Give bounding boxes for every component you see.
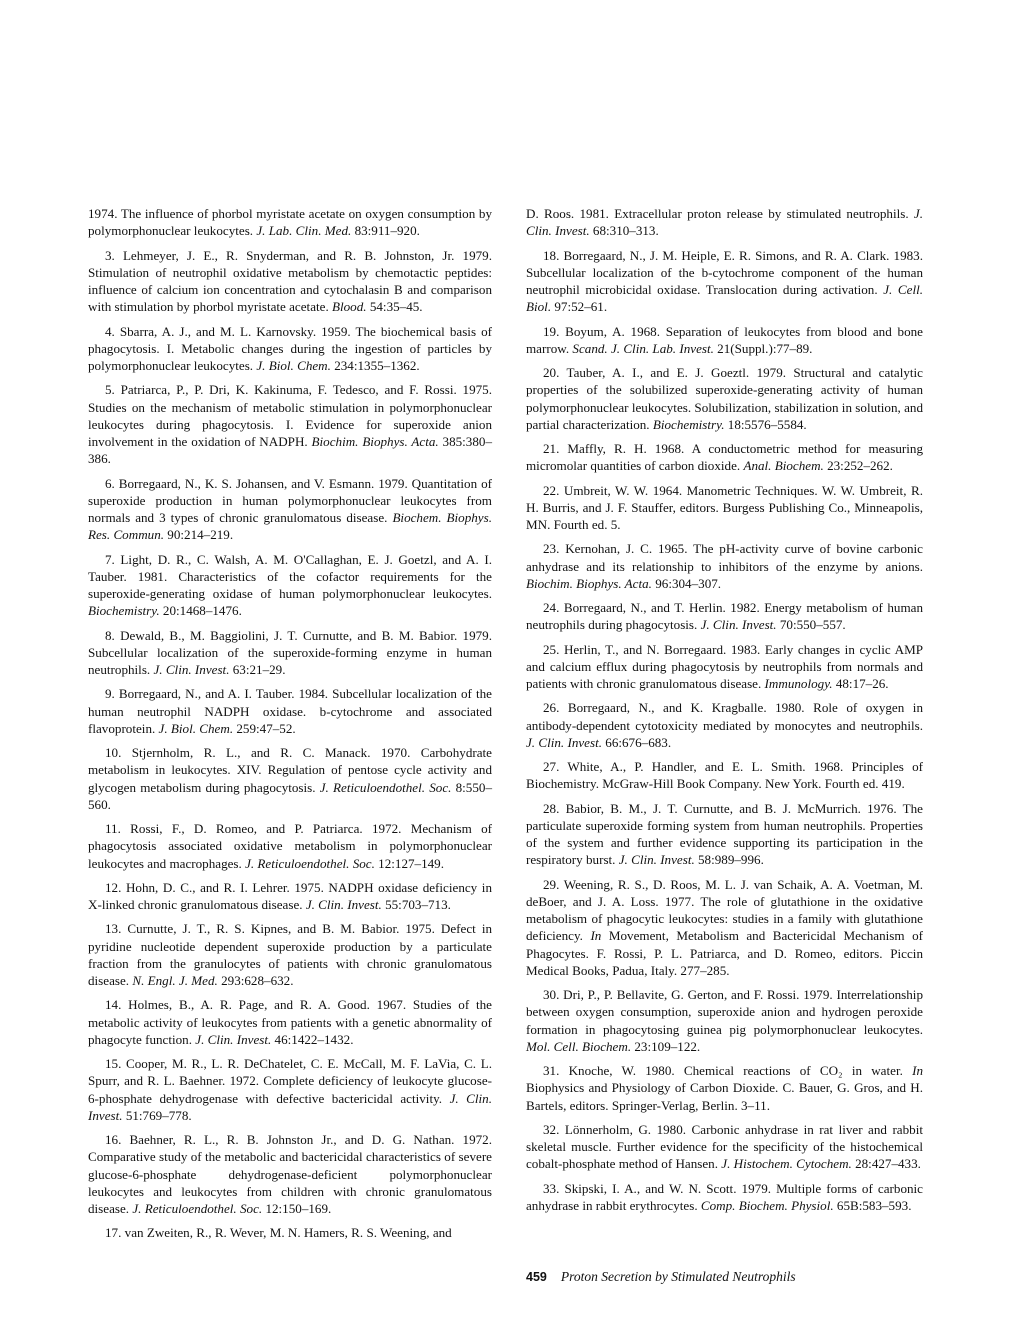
reference-citation: Movement, Metabolism and Bactericidal Mechanism of Phagocytes. F. Rossi, P. L. Patriarca, and D. Romeo, editors. Piccin Medical Books, Padua, Italy. 277–285.	[526, 928, 923, 978]
reference-text: 19. Boyum, A. 1968. Separation of leukocytes from blood and bone marrow.	[526, 323, 923, 356]
reference-citation: 293:628–632.	[217, 973, 294, 988]
reference-journal: J. Biol. Chem.	[158, 720, 234, 736]
reference-journal: Biochem. Biophys. Res. Commun.	[88, 510, 492, 543]
reference-journal: J. Clin. Invest.	[526, 734, 602, 750]
reference-entry	[526, 1180, 923, 1215]
reference-entry	[88, 381, 492, 467]
reference-citation: 21(Suppl.):77–89.	[713, 340, 813, 356]
reference-citation: 68:310–313.	[589, 223, 659, 239]
reference-journal: J. Clin. Invest.	[305, 897, 382, 912]
reference-citation: 259:47–52.	[233, 720, 296, 736]
reference-text: 21. Maffly, R. H. 1968. A conductometric method for measuring micromolar quantities of carbon dioxide.	[526, 441, 923, 474]
reference-text: 4. Sbarra, A. J., and M. L. Karnovsky. 1959. The biochemical basis of phagocytosis. I. Metabolic changes during the ingestion of particles by polymorphonuclear leukocytes.	[88, 323, 492, 373]
reference-entry	[88, 1224, 492, 1241]
reference-entry	[88, 323, 492, 375]
reference-entry	[88, 1131, 492, 1217]
reference-text: 3. Lehmeyer, J. E., R. Snyderman, and R. B. Johnston, Jr. 1979. Stimulation of neutrophil oxidative metabolism by chemotactic peptides: influence of calcium ion concentration and cytochalasin B and comparison with stimulation by phorbol myristate acetate.	[88, 247, 492, 315]
reference-citation: 12:127–149.	[374, 855, 444, 871]
page-number: 459	[526, 1270, 547, 1284]
reference-citation: 12:150–169.	[262, 1201, 332, 1216]
reference-entry	[88, 685, 492, 737]
reference-entry	[88, 920, 492, 989]
reference-entry	[88, 820, 492, 872]
reference-text: 27. White, A., P. Handler, and E. L. Smith. 1968. Principles of Biochemistry. McGraw-Hill Book Company. New York. Fourth ed. 419.	[526, 759, 923, 792]
reference-citation: 90:214–219.	[164, 527, 234, 543]
reference-entry	[88, 627, 492, 679]
reference-text: 1974. The influence of phorbol myristate acetate on oxygen consumption by polymorphonuclear leukocytes.	[88, 206, 492, 239]
reference-text: 5. Patriarca, P., P. Dri, K. Kakinuma, F. Tedesco, and F. Rossi. 1975. Studies on the mechanism of metabolic stimulation in polymorphonuclear leukocytes during phagocytosis. I. Evidence for superoxide anion involvement in the oxidation of NADPH.	[88, 382, 492, 449]
reference-journal: Immunology.	[764, 676, 833, 691]
reference-column-left	[88, 205, 492, 1242]
reference-entry	[88, 551, 492, 620]
reference-journal: J. Clin. Invest.	[88, 1090, 492, 1123]
reference-journal: Anal. Biochem.	[743, 458, 824, 474]
reference-text: 12. Hohn, D. C., and R. I. Lehrer. 1975. NADPH oxidase deficiency in X-linked chronic granulomatous disease.	[88, 879, 492, 912]
reference-entry	[526, 540, 923, 592]
reference-citation: 8:550–560.	[88, 779, 492, 812]
reference-text: 14. Holmes, B., A. R. Page, and R. A. Good. 1967. Studies of the metabolic activity of leukocytes from patients with a genetic abnormality of phagocyte function.	[88, 997, 492, 1047]
reference-text: 15. Cooper, M. R., L. R. DeChatelet, C. E. McCall, M. F. LaVia, C. L. Spurr, and R. L. Baehner. 1972. Complete deficiency of leukocyte glucose-6-phosphate dehydrogenase with defective bactericidal activity.	[88, 1056, 492, 1106]
reference-journal: J. Lab. Clin. Med.	[256, 223, 352, 239]
reference-entry	[526, 641, 923, 693]
reference-citation: Biophysics and Physiology of Carbon Dioxide. C. Bauer, G. Gros, and H. Bartels, editors. Springer-Verlag, Berlin. 3–11.	[526, 1080, 923, 1113]
reference-text: 8. Dewald, B., M. Baggiolini, J. T. Curnutte, and B. M. Babior. 1979. Subcellular localization of the superoxide-forming enzyme in human neutrophils.	[88, 627, 492, 677]
reference-citation: 63:21–29.	[229, 662, 286, 677]
reference-citation: 234:1355–1362.	[330, 358, 420, 373]
reference-citation: 55:703–713.	[381, 897, 451, 912]
reference-entry	[526, 364, 923, 433]
reference-entry	[526, 440, 923, 475]
reference-journal: Blood.	[332, 299, 367, 315]
reference-citation: 54:35–45.	[366, 299, 423, 315]
reference-citation: 46:1422–1432.	[271, 1031, 354, 1047]
reference-text: 16. Baehner, R. L., R. B. Johnston Jr., and D. G. Nathan. 1972. Comparative study of the metabolic and bactericidal characteristics of severe glucose-6-phosphate dehydrogenase-deficient polymorphonuclear leukocytes and leukocytes from children with chronic granulomatous disease.	[88, 1132, 492, 1216]
reference-citation: 23:109–122.	[631, 1038, 701, 1054]
reference-journal: Mol. Cell. Biochem.	[526, 1038, 632, 1054]
running-title: Proton Secretion by Stimulated Neutrophils	[560, 1269, 796, 1284]
reference-citation: 20:1468–1476.	[159, 603, 242, 619]
reference-journal: Scand. J. Clin. Lab. Invest.	[572, 340, 714, 356]
reference-text: D. Roos. 1981. Extracellular proton release by stimulated neutrophils.	[526, 206, 914, 221]
reference-entry	[526, 876, 923, 980]
reference-entry	[88, 247, 492, 316]
reference-journal: J. Cell. Biol.	[526, 282, 923, 315]
reference-journal: J. Clin. Invest.	[526, 206, 923, 239]
reference-journal: Biochemistry.	[88, 603, 160, 619]
reference-journal: Comp. Biochem. Physiol.	[700, 1197, 834, 1213]
reference-entry	[88, 1055, 492, 1124]
reference-journal: J. Histochem. Cytochem.	[721, 1156, 852, 1172]
reference-journal: Biochim. Biophys. Acta.	[526, 575, 652, 591]
reference-journal: J. Clin. Invest.	[700, 617, 777, 633]
reference-entry	[526, 599, 923, 634]
reference-journal: J. Reticuloendothel. Soc.	[319, 779, 452, 795]
reference-journal: J. Reticuloendothel. Soc.	[245, 855, 375, 871]
reference-journal: J. Clin. Invest.	[195, 1031, 272, 1047]
reference-text: 13. Curnutte, J. T., R. S. Kipnes, and B. M. Babior. 1975. Defect in pyridine nucleotide dependent superoxide production by a particulate fraction from the granulocytes of patients with chronic granulomatous disease.	[88, 921, 492, 988]
reference-journal: In	[912, 1063, 923, 1078]
reference-entry	[526, 1121, 923, 1173]
reference-text: 31. Knoche, W. 1980. Chemical reactions of CO₂ in water.	[543, 1063, 913, 1078]
reference-journal: Biochemistry.	[652, 416, 725, 432]
reference-entry	[88, 205, 492, 240]
reference-entry	[88, 744, 492, 813]
reference-entry	[526, 986, 923, 1055]
reference-entry	[526, 323, 923, 358]
reference-journal: J. Biol. Chem.	[256, 358, 331, 373]
reference-journal: J. Clin. Invest.	[618, 852, 695, 868]
reference-text: 28. Babior, B. M., J. T. Curnutte, and B. J. McMurrich. 1976. The particulate superoxide forming system from human neutrophils. Properties of the system and further evidence supporting its participation in the respiratory burst.	[526, 800, 923, 868]
reference-entry	[526, 699, 923, 751]
reference-citation: 66:676–683.	[602, 734, 672, 750]
reference-text: 20. Tauber, A. I., and E. J. Goeztl. 1979. Structural and catalytic properties of the solubilized superoxide-generating activity of human polymorphonuclear leukocytes. Solubilization, stabilization in solution, and partial characterization.	[526, 365, 923, 432]
reference-citation: 65B:583–593.	[833, 1197, 912, 1213]
reference-journal: N. Engl. J. Med.	[132, 973, 218, 988]
reference-entry	[526, 800, 923, 869]
reference-text: 9. Borregaard, N., and A. I. Tauber. 1984. Subcellular localization of the human neutrophil NADPH oxidase. b-cytochrome and associated flavoprotein.	[88, 686, 492, 736]
reference-citation: 70:550–557.	[776, 617, 846, 633]
reference-column-right	[526, 205, 923, 1214]
reference-entry	[88, 475, 492, 544]
reference-citation: 97:52–61.	[551, 299, 608, 315]
reference-text: 10. Stjernholm, R. L., and R. C. Manack. 1970. Carbohydrate metabolism in leukocytes. XIV. Regulation of pentose cycle activity and glycogen metabolism during phagocytosis.	[88, 745, 492, 795]
reference-text: 18. Borregaard, N., J. M. Heiple, E. R. Simons, and R. A. Clark. 1983. Subcellular localization of the b-cytochrome component of the human neutrophil microbicidal oxidase. Translocation during activation.	[526, 247, 923, 297]
reference-citation: 48:17–26.	[832, 676, 889, 691]
reference-entry	[88, 879, 492, 914]
reference-entry	[526, 758, 923, 793]
reference-entry	[526, 205, 923, 240]
reference-journal: J. Clin. Invest.	[153, 662, 230, 677]
reference-text: 22. Umbreit, W. W. 1964. Manometric Techniques. W. W. Umbreit, R. H. Burris, and J. F. Stauffer, editors. Burgess Publishing Co., Minneapolis, MN. Fourth ed. 5.	[526, 482, 923, 532]
reference-journal: In	[590, 928, 602, 944]
reference-citation: 58:989–996.	[694, 852, 764, 868]
reference-text: 7. Light, D. R., C. Walsh, A. M. O'Callaghan, E. J. Goetzl, and A. I. Tauber. 1981. Characteristics of the cofactor requirements for the superoxide-generating oxidase of human polymorphonuclear leukocytes.	[88, 551, 492, 601]
reference-citation: 385:380–386.	[88, 434, 492, 467]
reference-text: 29. Weening, R. S., D. Roos, M. L. J. van Schaik, A. A. Voetman, M. deBoer, and J. A. Loss. 1977. The role of glutathione in the oxidative metabolism of phagocytic leukocytes: studies in a family with glutathione deficiency.	[526, 876, 923, 944]
reference-citation: 18:5576–5584.	[724, 416, 807, 432]
reference-entry	[88, 996, 492, 1048]
reference-citation: 28:427–433.	[851, 1156, 921, 1172]
reference-journal: J. Reticuloendothel. Soc.	[132, 1201, 263, 1216]
page-footer	[526, 1269, 796, 1285]
reference-text: 23. Kernohan, J. C. 1965. The pH-activity curve of bovine carbonic anhydrase and its relationship to inhibitors of the enzyme by anions.	[526, 541, 923, 574]
reference-text: 33. Skipski, I. A., and W. N. Scott. 1979. Multiple forms of carbonic anhydrase in rabbit erythrocytes.	[526, 1180, 923, 1213]
reference-text: 26. Borregaard, N., and K. Kragballe. 1980. Role of oxygen in antibody-dependent cytotoxicity mediated by monocytes and neutrophils.	[526, 700, 923, 733]
reference-citation: 23:252–262.	[823, 458, 893, 474]
reference-entry	[526, 482, 923, 534]
reference-journal: Biochim. Biophys. Acta.	[311, 434, 439, 449]
reference-text: 24. Borregaard, N., and T. Herlin. 1982. Energy metabolism of human neutrophils during phagocytosis.	[526, 600, 923, 633]
reference-citation: 51:769–778.	[122, 1107, 192, 1123]
reference-text: 32. Lönnerholm, G. 1980. Carbonic anhydrase in rat liver and rabbit skeletal muscle. Further evidence for the specificity of the histochemical cobalt-phosphate method of Hansen.	[526, 1121, 923, 1172]
reference-citation: 96:304–307.	[651, 575, 722, 591]
reference-citation: 83:911–920.	[351, 223, 420, 239]
reference-entry	[526, 247, 923, 316]
reference-text: 17. van Zweiten, R., R. Wever, M. N. Hamers, R. S. Weening, and	[105, 1225, 452, 1241]
reference-text: 6. Borregaard, N., K. S. Johansen, and V. Esmann. 1979. Quantitation of superoxide production in human polymorphonuclear leukocytes from normals and 3 types of chronic granulomatous disease.	[88, 475, 492, 525]
reference-entry	[526, 1062, 923, 1114]
reference-text: 30. Dri, P., P. Bellavite, G. Gerton, and F. Rossi. 1979. Interrelationship between oxygen consumption, superoxide anion and hydrogen peroxide formation in phagocytosing guinea pig polymorphonuclear leukocytes.	[526, 987, 923, 1037]
reference-text: 11. Rossi, F., D. Romeo, and P. Patriarca. 1972. Mechanism of phagocytosis associated oxidative metabolism in polymorphonuclear leukocytes and macrophages.	[88, 821, 492, 871]
reference-text: 25. Herlin, T., and N. Borregaard. 1983. Early changes in cyclic AMP and calcium efflux during phagocytosis by neutrophils from normals and patients with chronic granulomatous disease.	[526, 641, 923, 691]
